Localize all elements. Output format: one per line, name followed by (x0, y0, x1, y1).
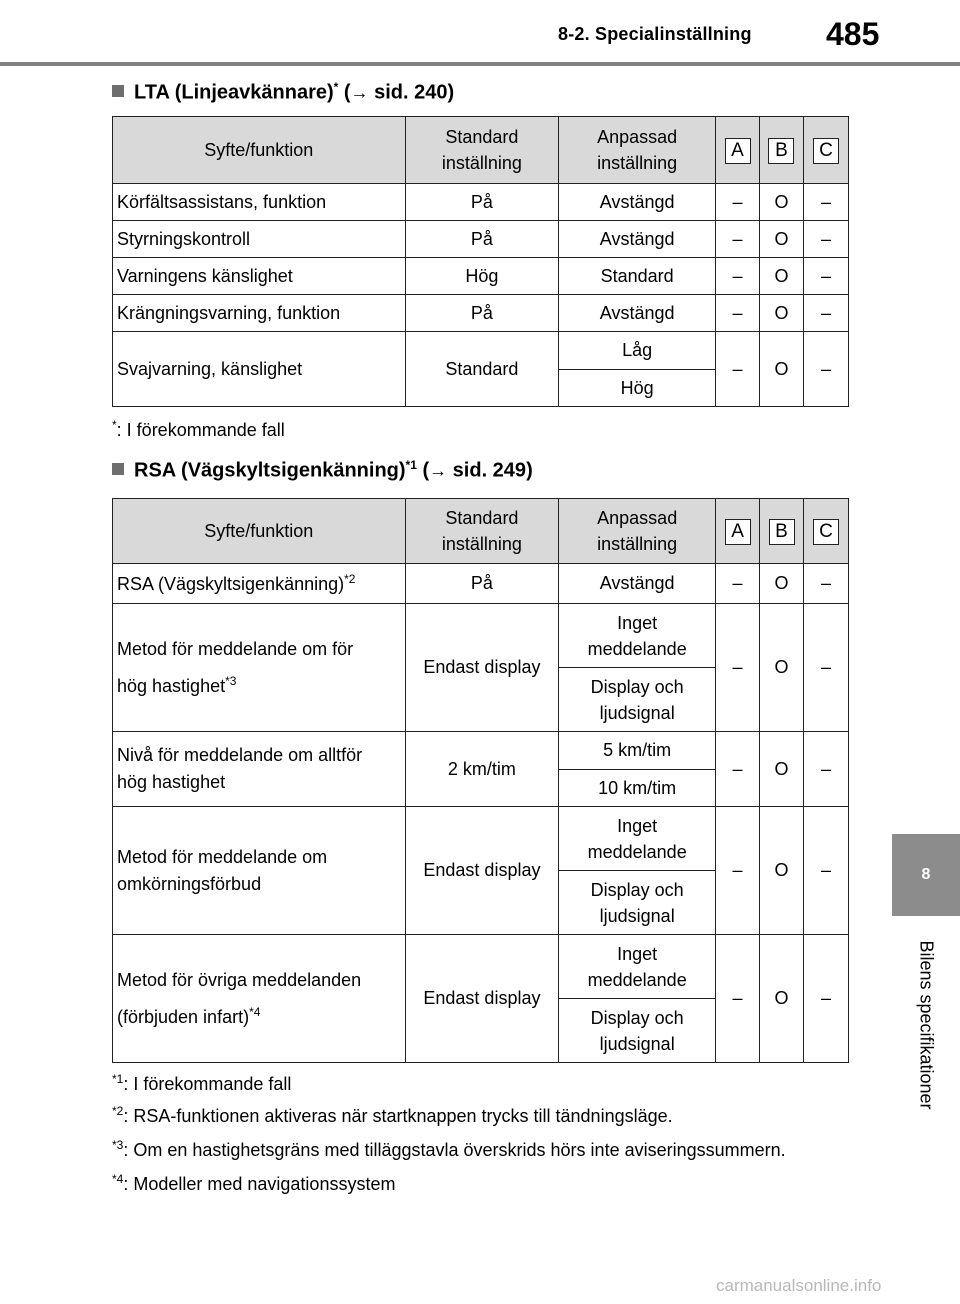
column-header-c: C (804, 499, 849, 564)
table-row: Svajvarning, känslighet Standard Låg – O – (113, 332, 849, 370)
header-divider (0, 62, 960, 66)
table-subrow: Display och ljudsignal (113, 999, 849, 1063)
table-row: RSA (Vägskyltsigenkänning)$^{*2}$ På Avstängd – O – (113, 564, 849, 604)
column-header-custom: Anpassad inställning (559, 117, 716, 184)
square-bullet-icon (112, 85, 124, 97)
page-reference: sid. 249 (452, 459, 527, 482)
column-header-custom: Anpassad inställning (559, 499, 716, 564)
column-header-default: Standard inställning (405, 117, 559, 184)
square-bullet-icon (112, 463, 124, 475)
lta-footnote: *: I förekommande fall (112, 418, 285, 440)
page-number: 485 (826, 16, 880, 52)
column-header-default: Standard inställning (405, 499, 559, 564)
column-header-b: B (760, 499, 804, 564)
arrow-right-icon: → (429, 460, 448, 481)
table-header-row (113, 117, 849, 184)
page-reference: sid. 240 (374, 81, 448, 104)
lta-settings-table (112, 116, 849, 407)
column-header-a: A (716, 499, 760, 564)
table-row: Nivå för meddelande om alltför hög hastighet 2 km/tim 5 km/tim – O – (113, 732, 849, 770)
table-subrow: 10 km/tim (113, 770, 849, 807)
chapter-label: Bilens specifikationer (916, 940, 937, 1110)
chapter-tab (892, 834, 960, 916)
column-header-function: Syfte/funktion (113, 117, 406, 184)
rsa-settings-table (112, 498, 849, 1063)
table-row: Varningens känslighet Hög Standard – O – (113, 258, 849, 295)
arrow-right-icon: → (350, 82, 369, 103)
table-row: Metod för meddelande om omkörningsförbud Endast display Inget meddelande – O – (113, 807, 849, 871)
lta-heading: LTA (Linjeavkännare)* (→ sid. 240) (112, 80, 454, 105)
table-subrow: Hög (113, 370, 849, 407)
column-header-function: Syfte/funktion (113, 499, 406, 564)
rsa-footnote-2: $^{*2}$: RSA-funktionen aktiveras när startknappen trycks till tändningsläge. (112, 1104, 673, 1126)
rsa-footnote-1: $^{*1}$: I förekommande fall (112, 1072, 292, 1094)
column-header-a: A (716, 117, 760, 184)
table-subrow: Display och ljudsignal (113, 871, 849, 935)
rsa-footnote-3: $^{*3}$: Om en hastighetsgräns med tilläggstavla överskrids hörs inte aviseringssummern. (112, 1138, 786, 1160)
chapter-number: 8 (921, 866, 931, 883)
table-row: Metod för meddelande om för hög hastighet$^{*3}$ Endast display Inget meddelande – O – (113, 604, 849, 668)
table-row: Styrningskontroll På Avstängd – O – (113, 221, 849, 258)
column-header-b: B (760, 117, 804, 184)
table-subrow: Display och ljudsignal (113, 668, 849, 732)
rsa-footnote-4: $^{*4}$: Modeller med navigationssystem (112, 1172, 396, 1194)
table-header-row (113, 499, 849, 564)
table-row: Metod för övriga meddelanden (förbjuden infart)$^{*4}$ Endast display Inget meddelande – O – (113, 935, 849, 999)
section-title: 8-2. Specialinställning (558, 24, 752, 44)
table-row: Körfältsassistans, funktion På Avstängd – O – (113, 184, 849, 221)
table-row: Krängningsvarning, funktion På Avstängd – O – (113, 295, 849, 332)
column-header-c: C (803, 117, 848, 184)
rsa-heading: RSA (Vägskyltsigenkänning)$^{*1}$ (→ sid. 249) (112, 458, 533, 483)
watermark: carmanualsonline.info (716, 1276, 882, 1295)
